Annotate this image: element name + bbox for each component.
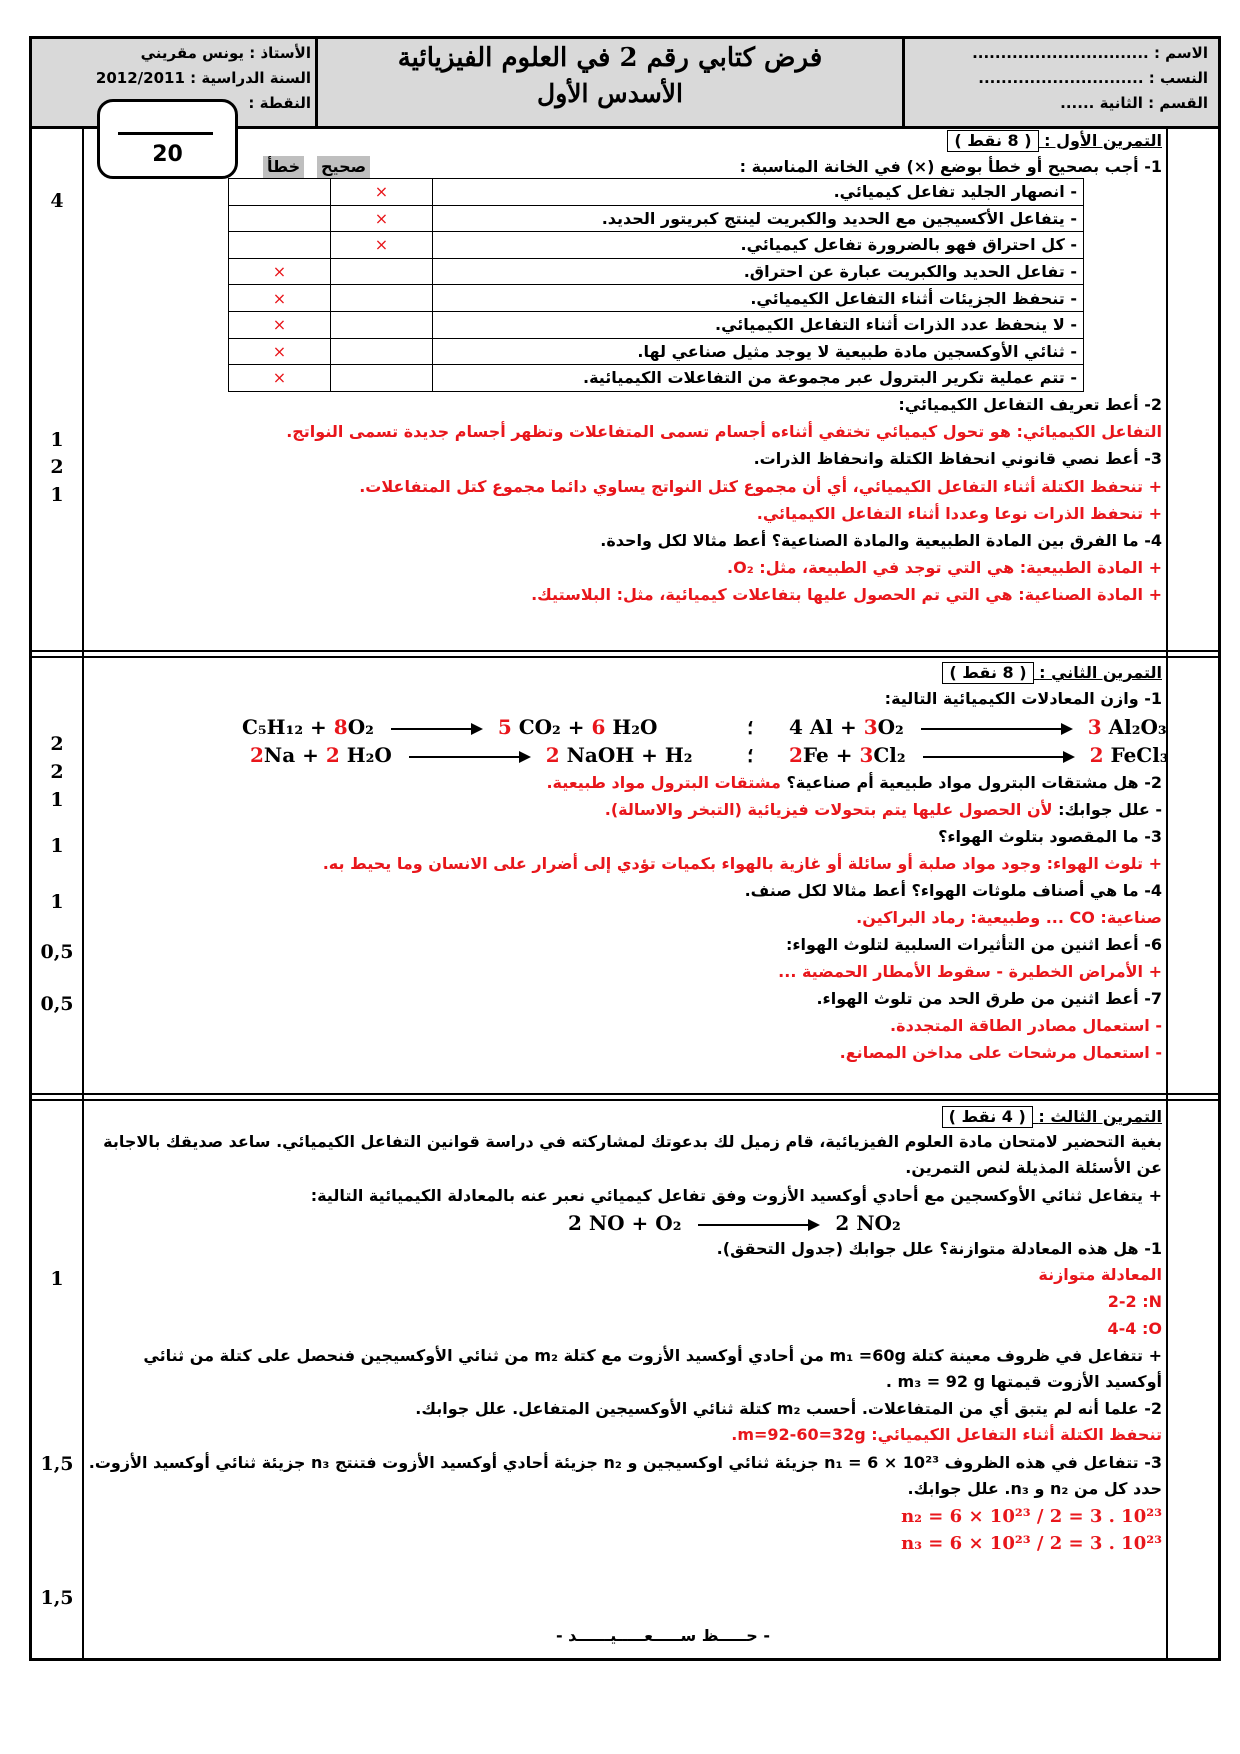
exam-sheet [29,36,1221,1661]
student-name-line: الاسم : ............................... [972,44,1208,62]
question-3: 3- تتفاعل في هذه الظروف n₁ = 6 × 10²³ جزيئة ثنائي اوكسيجين و n₂ جزيئة أحادي أوكسيد الأزوت فتنتج n₃ جزيئة ثنائي أوكسيد الأزوت. حدد كل من n₂ و n₃. علل جوابك. [88,1453,1162,1498]
table-row [229,205,1084,232]
answer-1-oxygen: 4-4 :O [1107,1319,1162,1338]
answer-4-natural: + المادة الطبيعية: هي التي توجد في الطبيعة، مثل: O₂. [727,558,1162,577]
question-6: 6- أعط اثنين من التأثيرات السلبية لتلوث الهواء: [785,935,1162,954]
statement-cell: - يتفاعل الأكسيجين مع الحديد والكبريت لينتج كبريتور الحديد. [433,205,1084,232]
exercise-2-title: التمرين الثاني : ( 8 نقط ) [942,661,1162,685]
exam-semester: الأسدس الأول [537,79,683,108]
column-false-header: خطأ [263,156,304,178]
exercise-3-title: التمرين الثالث : ( 4 نقط ) [942,1105,1162,1129]
true-cell[interactable] [331,258,433,285]
false-cell[interactable]: × [229,365,331,392]
points-value: 1 [50,484,64,506]
statement-cell: - لا ينحفظ عدد الذرات أثناء التفاعل الكيميائي. [433,311,1084,338]
points-column [32,1100,84,1658]
equation-aluminium: 4 Al + 3O₂ 3 Al₂O₃ [789,715,1167,739]
points-box: ( 4 نقط ) [942,1106,1033,1128]
points-value: 1,5 [40,1453,74,1475]
table-row [229,258,1084,285]
points-value: 1 [50,891,64,913]
answer-3: + تلوث الهواء: وجود مواد صلبة أو سائلة أو غازية بالهواء بكميات تؤدي إلى أضرار على الانسان وما يحيط به. [322,854,1162,873]
question-4: 4- ما هي أصناف ملوثات الهواء؟ أعط مثالا لكل صنف. [744,881,1162,900]
false-cell[interactable] [229,232,331,259]
table-row [229,285,1084,312]
false-cell[interactable]: × [229,285,331,312]
points-value: 2 [50,456,64,478]
margin-column [1166,657,1218,1100]
question-3: 3- ما المقصود بتلوث الهواء؟ [938,827,1162,846]
grade-box [97,99,238,179]
true-cell[interactable]: × [331,205,433,232]
false-cell[interactable]: × [229,338,331,365]
question-4: 4- ما الفرق بين المادة الطبيعية والمادة الصناعية؟ أعط مثالا لكل واحدة. [600,531,1162,550]
points-value: 1,5 [40,1587,74,1609]
answer-7-filters: - استعمال مرشحات على مداخن المصانع. [839,1043,1162,1062]
false-cell[interactable]: × [229,258,331,285]
points-value: 1 [50,1268,64,1290]
equation-nitrogen: 2 NO + O₂ 2 NO₂ [568,1211,901,1235]
true-cell[interactable] [331,365,433,392]
points-column [32,657,84,1100]
answer-7-renewable: - استعمال مصادر الطاقة المتجددة. [890,1016,1162,1035]
points-value: 1 [50,789,64,811]
true-cell[interactable] [331,285,433,312]
answer-3-n3: n₃ = 6 × 10²³ / 2 = 3 . 10²³ [901,1533,1162,1554]
teacher-name: الأستاذ : يونس مقريني [140,44,311,62]
column-true-header: صحيح [317,156,370,178]
equation-separator: ؛ [747,743,754,767]
exam-title: فرض كتابي رقم 2 في العلوم الفيزيائية [397,43,823,73]
margin-column [1166,126,1218,657]
answer-1: المعادلة متوازنة [1038,1265,1162,1284]
true-cell[interactable]: × [331,232,433,259]
points-box: ( 8 نقط ) [947,130,1038,152]
false-cell[interactable]: × [229,311,331,338]
equation-pentane: C₅H₁₂ + 8O₂ 5 CO₂ + 6 H₂O [242,715,658,739]
true-cell[interactable] [331,311,433,338]
equation-iron: 2Fe + 3Cl₂ 2 FeCl₃ [789,743,1169,767]
question-3: 3- أعط نصي قانوني انحفاظ الكتلة وانحفاظ الذرات. [753,449,1162,468]
statement-cell: - كل احتراق فهو بالضرورة تفاعل كيميائي. [433,232,1084,259]
points-value: 1 [50,429,64,451]
answer-6: + الأمراض الخطيرة - سقوط الأمطار الحمضية ... [778,962,1162,981]
student-surname-line: النسب : ............................. [978,69,1208,87]
points-value: 4 [50,190,64,212]
equation-sodium: 2Na + 2 H₂O 2 NaOH + H₂ [250,743,693,767]
question-7: 7- أعط اثنين من طرق الحد من تلوث الهواء. [816,989,1162,1008]
exercise-3-intro: بغية التحضير لامتحان مادة العلوم الفيزيائية، قام زميل لك بدعوتك لمشاركته في دراسة قوانين التفاعل الكيميائي. ساعد صديقك بالاجابة عن الأسئلة المذيلة لنص التمرين. [103,1132,1162,1177]
false-cell[interactable] [229,179,331,206]
statement-cell: - انصهار الجليد تفاعل كيميائي. [433,179,1084,206]
answer-2: التفاعل الكيميائي: هو تحول كيميائي تختفي أثناءه أجسام تسمى المتفاعلات وتظهر أجسام جديدة تسمى النواتج. [286,422,1162,441]
answer-3-n2: n₂ = 6 × 10²³ / 2 = 3 . 10²³ [901,1506,1162,1527]
question-1: 1- أجب بصحيح أو خطأ بوضع (×) في الخانة المناسبة : [739,157,1162,176]
question-2b: - علل جوابك: لأن الحصول عليها يتم بتحولات فيزيائية (التبخر والاسالة). [604,800,1162,819]
points-value: 0,5 [40,941,74,963]
false-cell[interactable] [229,205,331,232]
points-value: 1 [50,835,64,857]
true-cell[interactable] [331,338,433,365]
exercise-3-statement: + يتفاعل ثنائي الأوكسجين مع أحادي أوكسيد الأزوت وفق تفاعل كيميائي نعبر عنه بالمعادلة الكيميائية التالية: [310,1186,1162,1205]
exercise-1 [32,126,1218,657]
table-row [229,338,1084,365]
answer-4: صناعية: CO ... وطبيعية: رماد البراكين. [856,908,1162,927]
true-cell[interactable]: × [331,179,433,206]
exam-title-block [315,39,902,126]
points-box: ( 8 نقط ) [942,662,1033,684]
exercise-3-data: + تتفاعل في ظروف معينة كتلة m₁ =60g من أحادي أوكسيد الأزوت مع كتلة m₂ من ثنائي الأوكسيجين فنحصل على كتلة من ثنائي أوكسيد الأزوت قيمتها m₃ = 92 g . [143,1346,1162,1391]
points-value: 0,5 [40,993,74,1015]
statement-cell: - تتم عملية تكرير البترول عبر مجموعة من التفاعلات الكيميائية. [433,365,1084,392]
table-row [229,311,1084,338]
student-info [902,39,1218,126]
question-2: 2- هل مشتقات البترول مواد طبيعية أم صناعية؟ مشتقات البترول مواد طبيعية. [546,773,1162,792]
question-2: 2- أعط تعريف التفاعل الكيميائي: [898,395,1162,414]
question-1: 1- وازن المعادلات الكيميائية التالية: [884,689,1162,708]
question-1: 1- هل هذه المعادلة متوازنة؟ علل جوابك (جدول التحقق). [716,1239,1162,1258]
table-row [229,232,1084,259]
exercise-2 [32,657,1218,1100]
answer-1-nitrogen: 2-2 :N [1107,1292,1162,1311]
answer-4-synthetic: + المادة الصناعية: هي التي تم الحصول عليها بتفاعلات كيميائية، مثل: البلاستيك. [531,585,1162,604]
statement-cell: - ثنائي الأوكسجين مادة طبيعية لا يوجد مثيل صناعي لها. [433,338,1084,365]
answer-3-mass: + تنحفظ الكتلة أثناء التفاعل الكيميائي، أي أن مجموع كتل النواتج يساوي دائما مجموع كتل المتفاعلات. [359,477,1162,496]
points-value: 2 [50,761,64,783]
true-false-table [228,178,1084,392]
answer-2: تنحفظ الكتلة أثناء التفاعل الكيميائي: m=92-60=32g. [731,1425,1162,1444]
closing-wish: - حـــــظ ســـــعـــــيــــــد - [555,1626,770,1645]
question-2: 2- علما أنه لم يتبق أي من المتفاعلات. أحسب m₂ كتلة ثنائي الأوكسيجين المتفاعل. علل جوابك. [415,1399,1162,1418]
answer-3-atoms: + تنحفظ الذرات نوعا وعددا أثناء التفاعل الكيميائي. [756,504,1162,523]
table-row [229,179,1084,206]
statement-cell: - تفاعل الحديد والكبريت عبارة عن احتراق. [433,258,1084,285]
student-class-line: القسم : الثانية ...... [1060,94,1208,112]
exercise-1-title: التمرين الأول : ( 8 نقط ) [947,129,1162,153]
grade-label: النقطة : [248,94,311,112]
points-value: 2 [50,733,64,755]
grade-value: 20 [152,142,183,167]
statement-cell: - تنحفظ الجزيئات أثناء التفاعل الكيميائي. [433,285,1084,312]
table-row [229,365,1084,392]
equation-separator: ؛ [747,715,754,739]
points-column [32,126,84,657]
school-year: السنة الدراسية : 2012/2011 [95,69,311,87]
margin-column [1166,1100,1218,1658]
exercise-3 [32,1100,1218,1658]
